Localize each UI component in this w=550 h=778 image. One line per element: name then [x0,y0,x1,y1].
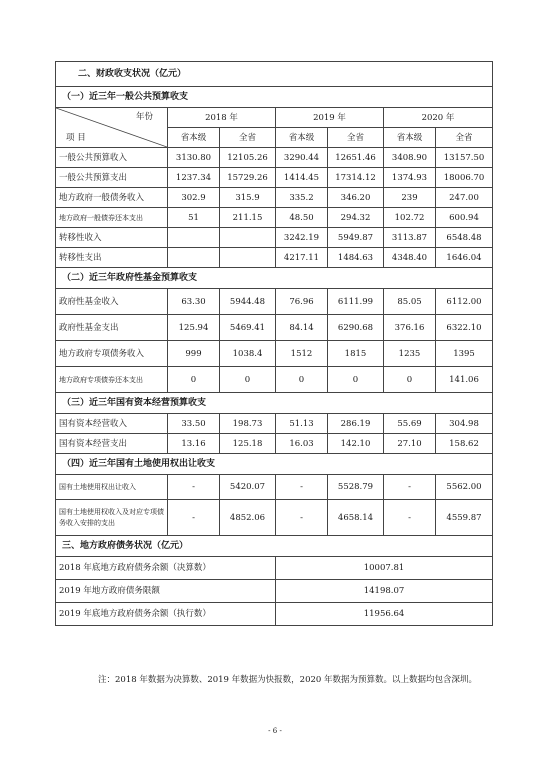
footnote: 注：2018 年数据为决算数、2019 年数据为快报数，2020 年数据为预算数。以上数据均包含深圳。 [98,675,478,685]
cell-value: 1038.4 [220,341,276,367]
cell-value: 304.98 [436,414,493,434]
year-label: 年份 [135,112,153,122]
cell-value: 33.50 [168,414,220,434]
cell-value: 315.9 [220,188,276,208]
cell-value: 5528.79 [328,475,384,500]
cell-value: 376.16 [384,315,436,341]
cell-value: 102.72 [384,208,436,228]
year-header: 2018 年 [168,108,276,128]
cell-value: 3290.44 [276,148,328,168]
cell-value: 3242.19 [276,228,328,248]
cell-value: - [276,475,328,500]
level-header: 全省 [328,128,384,148]
section-row [56,268,493,289]
cell-value: 0 [384,367,436,393]
cell-value [168,228,220,248]
section-title: 二、财政收支状况（亿元） [56,62,493,87]
table-row [56,475,493,500]
row-label: 地方政府一般债务收入 [56,188,168,208]
cell-value [168,248,220,268]
cell-value: 4658.14 [328,500,384,536]
cell-value: 142.10 [328,434,384,454]
table-row [56,188,493,208]
budget-table [55,61,493,626]
cell-value: 1235 [384,341,436,367]
cell-value: 1646.04 [436,248,493,268]
finance-table [55,61,492,626]
debt-value: 10007.81 [276,557,493,580]
cell-value: 51 [168,208,220,228]
cell-value: 51.13 [276,414,328,434]
debt-row [56,557,493,580]
table-row [56,168,493,188]
cell-value: 6322.10 [436,315,493,341]
row-label: 国有土地使用权出让收入 [56,475,168,500]
debt-value: 11956.64 [276,603,493,626]
cell-value: 1484.63 [328,248,384,268]
corner-header [56,108,168,148]
cell-value: - [168,475,220,500]
cell-value: 0 [276,367,328,393]
section-title: 三、地方政府债务状况（亿元） [56,536,493,557]
cell-value: - [384,475,436,500]
cell-value: 1414.45 [276,168,328,188]
subsection-title: （三）近三年国有资本经营预算收支 [56,393,493,414]
cell-value: 6548.48 [436,228,493,248]
level-header: 省本级 [276,128,328,148]
debt-row [56,603,493,626]
cell-value: 6111.99 [328,289,384,315]
cell-value: 48.50 [276,208,328,228]
cell-value: 294.32 [328,208,384,228]
cell-value: 5944.48 [220,289,276,315]
cell-value: 0 [168,367,220,393]
debt-label: 2019 年底地方政府债务余额（执行数） [56,603,276,626]
row-label: 转移性收入 [56,228,168,248]
section-row [56,454,493,475]
cell-value: 1237.34 [168,168,220,188]
cell-value: 85.05 [384,289,436,315]
cell-value: 302.9 [168,188,220,208]
cell-value: 0 [220,367,276,393]
cell-value: 1395 [436,341,493,367]
cell-value: 16.03 [276,434,328,454]
table-row [56,208,493,228]
item-label: 项 目 [66,133,86,143]
row-label: 地方政府专项债务收入 [56,341,168,367]
cell-value: 158.62 [436,434,493,454]
cell-value: 335.2 [276,188,328,208]
header-row-years [56,108,493,128]
row-label: 国有资本经营收入 [56,414,168,434]
row-label: 地方政府一般债券还本支出 [56,208,168,228]
row-label: 政府性基金收入 [56,289,168,315]
cell-value: 211.15 [220,208,276,228]
table-row [56,315,493,341]
section-row [56,393,493,414]
cell-value: 125.94 [168,315,220,341]
cell-value: 12105.26 [220,148,276,168]
debt-label: 2019 年地方政府债务限额 [56,580,276,603]
cell-value: 76.96 [276,289,328,315]
section-row [56,87,493,108]
level-header: 全省 [436,128,493,148]
table-row [56,248,493,268]
row-label: 地方政府专项债券还本支出 [56,367,168,393]
cell-value: 5949.87 [328,228,384,248]
table-row [56,148,493,168]
table-row [56,289,493,315]
debt-row [56,580,493,603]
level-header: 全省 [220,128,276,148]
cell-value: 6290.68 [328,315,384,341]
cell-value: 4348.40 [384,248,436,268]
cell-value: 198.73 [220,414,276,434]
year-header: 2019 年 [276,108,384,128]
cell-value: 286.19 [328,414,384,434]
cell-value: 4559.87 [436,500,493,536]
cell-value: 600.94 [436,208,493,228]
table-row [56,414,493,434]
row-label: 国有土地使用权收入及对应专项债务收入安排的支出 [56,500,168,536]
cell-value: 5469.41 [220,315,276,341]
cell-value: 346.20 [328,188,384,208]
row-label: 一般公共预算收入 [56,148,168,168]
row-label: 转移性支出 [56,248,168,268]
debt-label: 2018 年底地方政府债务余额（决算数） [56,557,276,580]
row-label: 政府性基金支出 [56,315,168,341]
cell-value: 141.06 [436,367,493,393]
subsection-title: （一）近三年一般公共预算收支 [56,87,493,108]
cell-value: 4852.06 [220,500,276,536]
table-row [56,434,493,454]
cell-value: 15729.26 [220,168,276,188]
cell-value: 247.00 [436,188,493,208]
cell-value: 1512 [276,341,328,367]
cell-value: 0 [328,367,384,393]
level-header: 省本级 [384,128,436,148]
cell-value: 55.69 [384,414,436,434]
cell-value: 1374.93 [384,168,436,188]
cell-value: 3130.80 [168,148,220,168]
row-label: 国有资本经营支出 [56,434,168,454]
cell-value [220,228,276,248]
cell-value: 4217.11 [276,248,328,268]
row-label: 一般公共预算支出 [56,168,168,188]
cell-value: 17314.12 [328,168,384,188]
cell-value: 84.14 [276,315,328,341]
cell-value: 18006.70 [436,168,493,188]
cell-value: - [168,500,220,536]
cell-value: 3113.87 [384,228,436,248]
cell-value: 239 [384,188,436,208]
cell-value: 13.16 [168,434,220,454]
level-header: 省本级 [168,128,220,148]
subsection-title: （四）近三年国有土地使用权出让收支 [56,454,493,475]
section-row [56,62,493,87]
page-number: - 6 - [268,727,282,735]
debt-value: 14198.07 [276,580,493,603]
cell-value: 125.18 [220,434,276,454]
cell-value: 6112.00 [436,289,493,315]
table-row [56,500,493,536]
cell-value: 63.30 [168,289,220,315]
cell-value: 13157.50 [436,148,493,168]
subsection-title: （二）近三年政府性基金预算收支 [56,268,493,289]
cell-value: 3408.90 [384,148,436,168]
cell-value: 27.10 [384,434,436,454]
table-row [56,228,493,248]
cell-value: 5420.07 [220,475,276,500]
cell-value [220,248,276,268]
cell-value: - [276,500,328,536]
cell-value: 5562.00 [436,475,493,500]
cell-value: 999 [168,341,220,367]
cell-value: - [384,500,436,536]
cell-value: 1815 [328,341,384,367]
table-row [56,341,493,367]
table-row [56,367,493,393]
year-header: 2020 年 [384,108,493,128]
cell-value: 12651.46 [328,148,384,168]
section-row [56,536,493,557]
